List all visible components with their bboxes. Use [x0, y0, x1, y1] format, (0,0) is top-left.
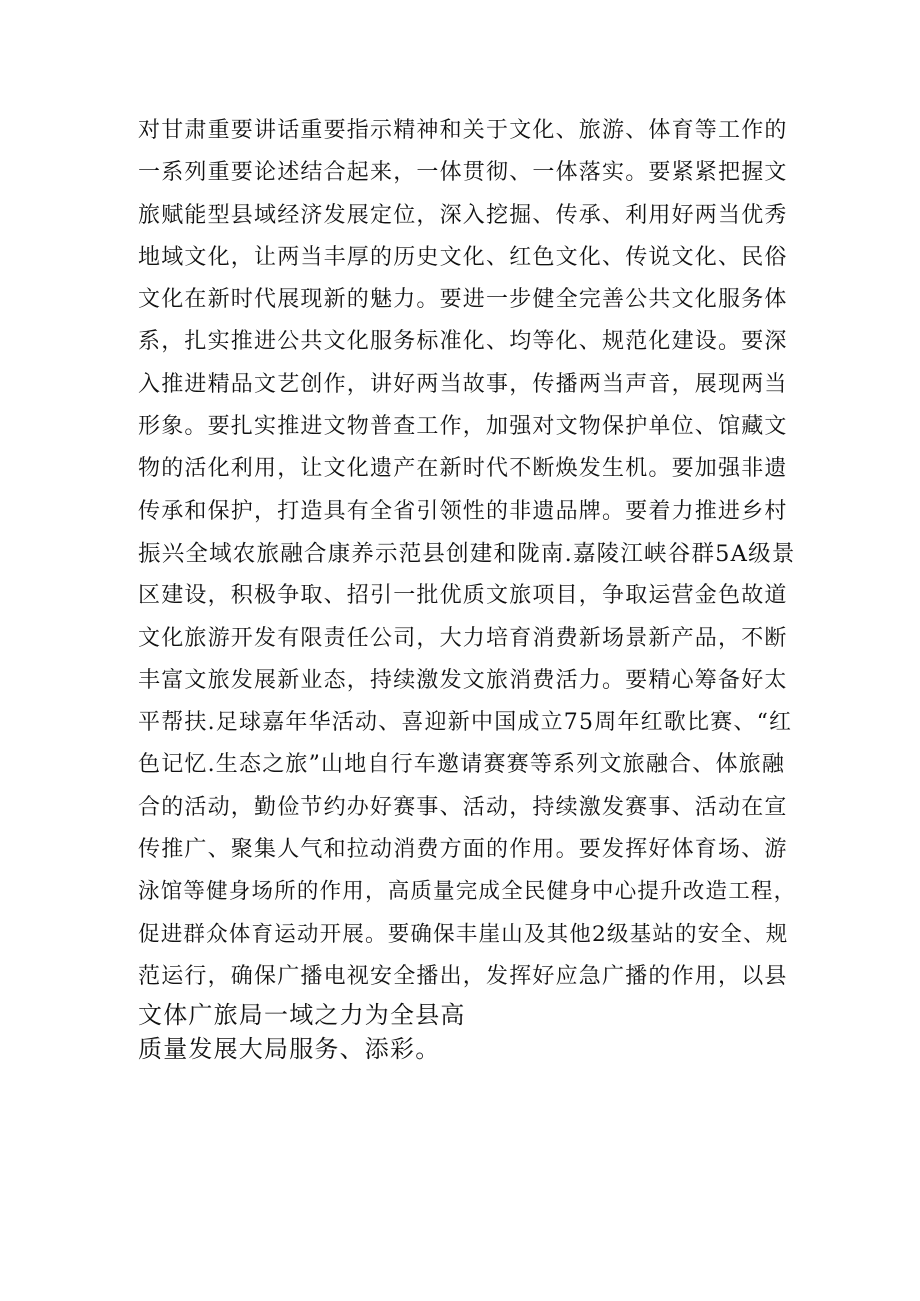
text-line: 入推进精品文艺创作，讲好两当故事，传播两当声音，展现两当	[138, 371, 788, 397]
text-line: 传推广、聚集人气和拉动消费方面的作用。要发挥好体育场、游	[138, 837, 788, 863]
text-line: 物的活化利用，让文化遗产在新时代不断焕发生机。要加强非遗	[138, 456, 788, 482]
text-line: 区建设，积极争取、招引一批优质文旅项目，争取运营金色故道	[138, 583, 788, 609]
text-line: 振兴全域农旅融合康养示范县创建和陇南.嘉陵江峡谷群5A级景	[138, 540, 796, 567]
text-line: 地域文化，让两当丰厚的历史文化、红色文化、传说文化、民俗	[138, 244, 788, 270]
text-line: 对甘肃重要讲话重要指示精神和关于文化、旅游、体育等工作的	[138, 118, 788, 143]
text-line: 合的活动，勤俭节约办好赛事、活动，持续激发赛事、活动在宣	[138, 794, 788, 820]
body-text	[138, 110, 798, 1066]
text-line: 一系列重要论述结合起来，一体贯彻、一体落实。要紧紧把握文	[138, 160, 788, 186]
text-line: 质量发展大局服务、添彩。	[138, 1035, 441, 1064]
text-line: 文化在新时代展现新的魅力。要进一步健全完善公共文化服务体	[138, 287, 788, 313]
text-line: 文体广旅局一域之力为全县高	[138, 1001, 466, 1030]
text-line: 形象。要扎实推进文物普查工作，加强对文物保护单位、馆藏文	[138, 414, 788, 440]
text-line: 范运行，确保广播电视安全播出，发挥好应急广播的作用，以县	[138, 963, 788, 989]
text-line: 旅赋能型县域经济发展定位，深入挖掘、传承、利用好两当优秀	[138, 202, 788, 228]
text-line: 系，扎实推进公共文化服务标准化、均等化、规范化建设。要深	[138, 329, 788, 355]
text-line: 文化旅游开发有限责任公司，大力培育消费新场景新产品，不断	[138, 625, 788, 651]
text-line: 泳馆等健身场所的作用，高质量完成全民健身中心提升改造工程，	[138, 879, 797, 905]
text-line: 丰富文旅发展新业态，持续激发文旅消费活力。要精心筹备好太	[138, 667, 788, 693]
text-line: 色记忆.生态之旅”山地自行车邀请赛赛等系列文旅融合、体旅融	[138, 752, 786, 778]
text-line: 促进群众体育运动开展。要确保丰崖山及其他2级基站的安全、规	[138, 921, 789, 947]
text-line: 传承和保护，打造具有全省引领性的非遗品牌。要着力推进乡村	[138, 498, 788, 524]
text-line: 平帮扶.足球嘉年华活动、喜迎新中国成立75周年红歌比赛、“红	[138, 710, 793, 736]
